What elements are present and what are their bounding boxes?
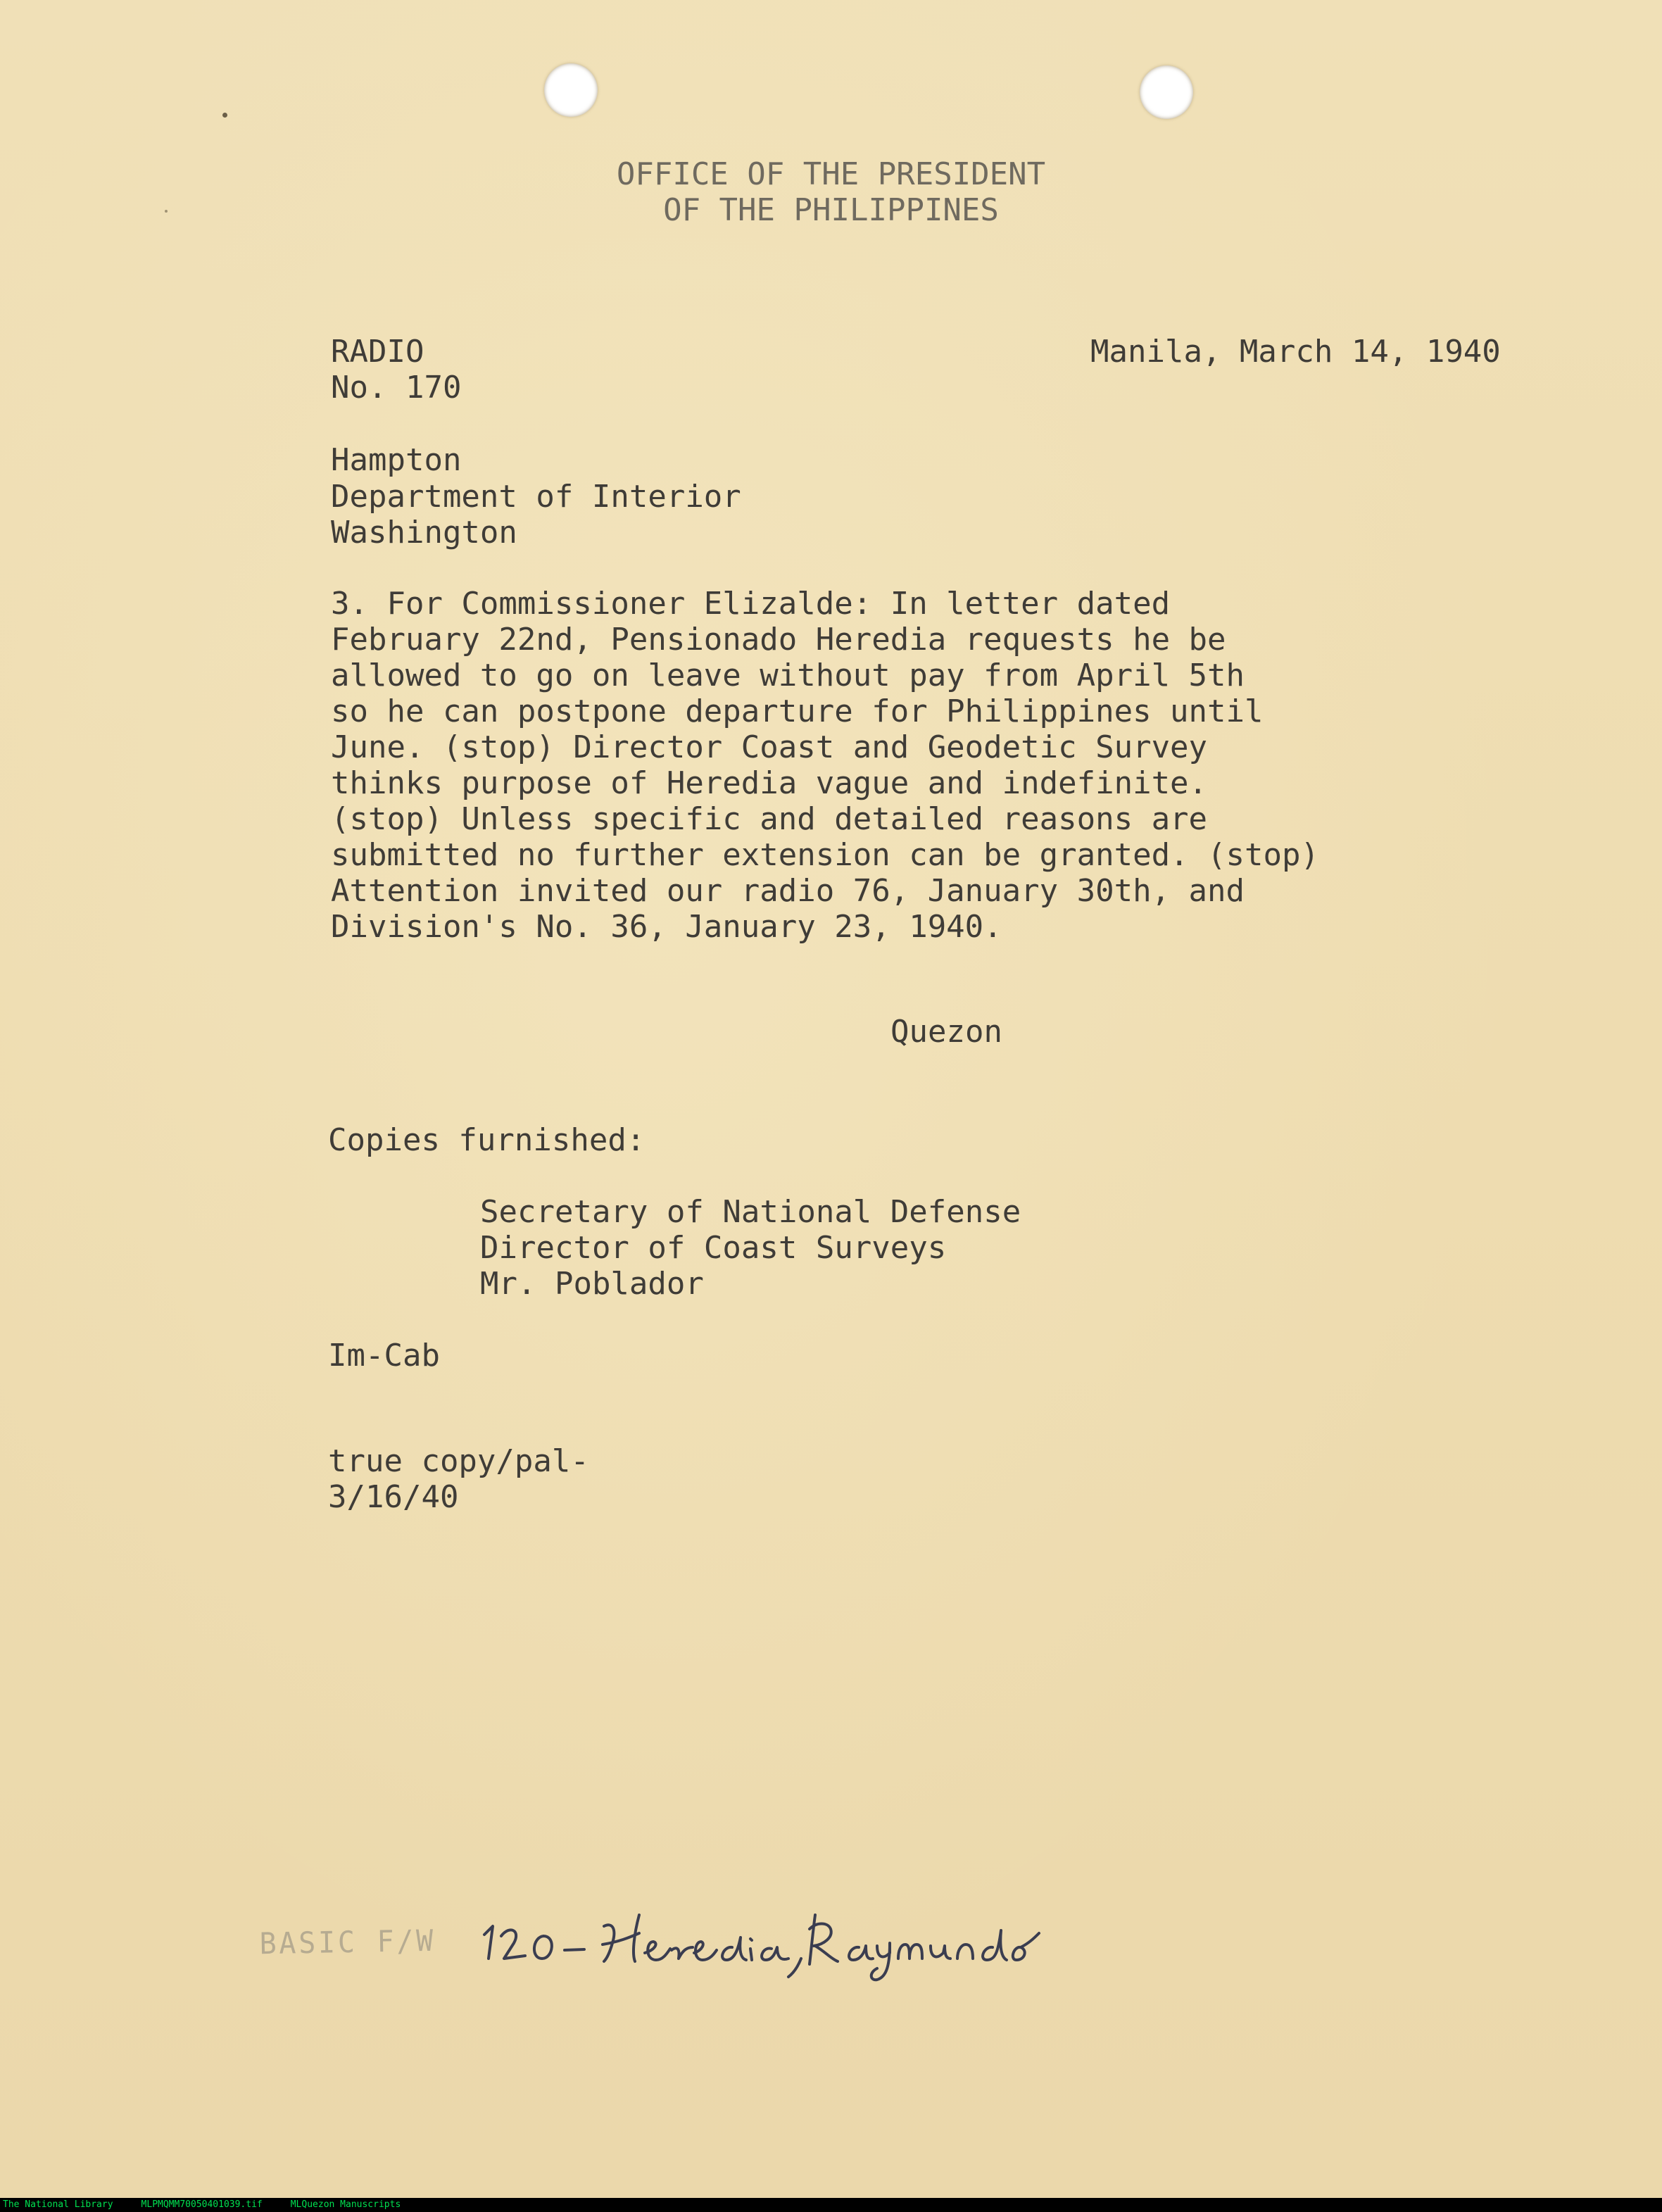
body-line: allowed to go on leave without pay from April 5th [331,658,1245,693]
copy-recipient: Secretary of National Defense [480,1194,1021,1230]
letterhead-line-2: OF THE PHILIPPINES [663,192,999,228]
message-type: RADIO [331,334,424,370]
body-line: June. (stop) Director Coast and Geodetic Survey [331,729,1208,765]
copy-recipient: Mr. Poblador [480,1266,704,1302]
archive-footer [0,2198,1662,2212]
addressee-name: Hampton [331,442,462,478]
letterhead-line-1: OFFICE OF THE PRESIDENT [616,156,1046,192]
punch-hole-left [544,63,598,117]
paper-speck [222,113,227,118]
message-body [331,586,1542,945]
body-line: Division's No. 36, January 23, 1940. [331,909,1002,945]
copy-recipient: Director of Coast Surveys [480,1230,947,1266]
reference-initials: Im-Cab [328,1338,440,1374]
addressee-city: Washington [331,515,517,551]
body-line: February 22nd, Pensionado Heredia requests he be [331,622,1226,658]
body-line: Attention invited our radio 76, January 30th, and [331,873,1245,909]
body-line: 3. For Commissioner Elizalde: In letter dated [331,586,1171,622]
signature: Quezon [890,1014,1002,1050]
footer-library: The National Library [3,2199,113,2210]
place-date: Manila, March 14, 1940 [1090,334,1501,370]
true-copy-line-1: true copy/pal- [328,1443,589,1479]
copies-heading: Copies furnished: [328,1122,646,1158]
body-line: thinks purpose of Heredia vague and indefinite. [331,765,1208,801]
body-line: submitted no further extension can be granted. (stop) [331,837,1319,873]
footer-file-name: MLPMQMM70050401039.tif [141,2199,263,2210]
addressee-department: Department of Interior [331,479,741,515]
footer-collection: MLQuezon Manuscripts [290,2199,401,2210]
body-line: (stop) Unless specific and detailed reasons are [331,801,1208,837]
punch-hole-right [1140,65,1193,119]
message-number: No. 170 [331,370,462,406]
true-copy-line-2: 3/16/40 [328,1479,459,1515]
body-line: so he can postpone departure for Philippines until [331,693,1264,729]
file-stamp: BASIC F/W [259,1923,436,1961]
handwritten-annotation [479,1894,1098,1985]
